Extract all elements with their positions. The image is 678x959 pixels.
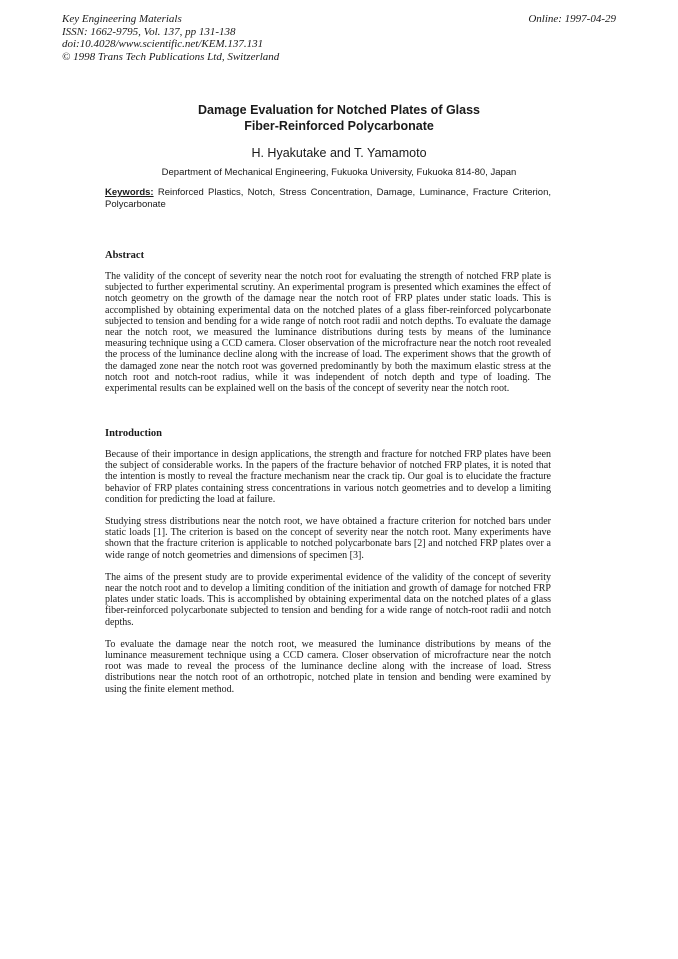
- paper-title: [0, 103, 678, 134]
- intro-paragraph-2: Studying stress distributions near the notch root, we have obtained a fracture criterion for notched bars under static loads [1]. The criterion is based on the concept of severity near the notch root. Many experiments have shown that the fracture criterion is applicable to notched polycarbonate bars [2] and notched FRP plates over a wide range of notch geometries and dimensions of specimen [3].: [105, 516, 551, 561]
- title-line-1: Damage Evaluation for Notched Plates of Glass: [197, 103, 481, 117]
- title-line-2: Fiber-Reinforced Polycarbonate: [244, 118, 434, 133]
- keywords-text: Reinforced Plastics, Notch, Stress Concentration, Damage, Luminance, Fracture Criterion, Polycarbonate: [105, 187, 551, 210]
- intro-paragraph-3: The aims of the present study are to provide experimental evidence of the validity of the concept of severity near the notch root and to develop a limiting condition of the initiation and growth of damage for notched FRP plates under static loads. This is accomplished by obtaining experimental data on the notched plates of a glass fiber-reinforced polycarbonate subjected to tension and bending for a wide range of notch-root radii and notch depths.: [105, 571, 551, 628]
- doi-line: doi:10.4028/www.scientific.net/KEM.137.131: [62, 38, 264, 50]
- journal-header: [62, 13, 279, 63]
- online-date: Online: 1997-04-29: [528, 13, 616, 25]
- keywords-label: Keywords:: [105, 187, 154, 198]
- authors: H. Hyakutake and T. Yamamoto: [251, 146, 427, 160]
- intro-paragraph-4: To evaluate the damage near the notch root, we measured the luminance distributions by means of the luminance measurement technique using a CCD camera. Closer observation of microfracture near the notch root was made to reveal the process of the luminance decline along with the increase of load. Stress distributions near the notch root of an orthotropic, notched plate in tension and bending were examined by using the finite element method.: [105, 638, 551, 695]
- introduction-heading: Introduction: [105, 428, 162, 439]
- issn-line: ISSN: 1662-9795, Vol. 137, pp 131-138: [62, 25, 236, 38]
- abstract-text: The validity of the concept of severity near the notch root for evaluating the strength of notched FRP plate is subjected to further experimental scrutiny. An experimental program is presented which examines the effect of notch geometry on the growth of the damage near the notch root of FRP plates under static loads. This is accomplished by obtaining experimental data on the notched plates of a glass fiber-reinforced polycarbonate subjected to tension and bending for a wide range of notch root radii and notch depths. To evaluate the damage near the notch root, we measured the luminance distributions during tests by means of the luminance measuring technique using a CCD camera. Closer observation of the microfracture near the notch root revealed the process of the luminance decline along with the increase of load. The experiment shows that the growth of the damaged zone near the notch root was governed predominantly by both the maximum elastic stress at the notch root and notch-root radius, while it was independent of notch depth and type of loading. The experimental results can be explained well on the basis of the concept of severity near the notch root.: [105, 271, 551, 395]
- abstract-body: [105, 271, 551, 405]
- abstract-heading: Abstract: [105, 250, 145, 261]
- copyright-line: © 1998 Trans Tech Publications Ltd, Switzerland: [62, 50, 280, 63]
- intro-paragraph-1: Because of their importance in design applications, the strength and fracture for notched FRP plates have been the subject of considerable works. In the papers of the fracture behavior of notched FRP plates, it is noted that the intention is mostly to reveal the fracture mechanism near the crack tip. Our goal is to elucidate the fracture behavior of FRP plates containing stress concentrations in various notch geometries and to develop a limiting condition for predicting the load at failure.: [105, 449, 551, 505]
- introduction-body: [105, 449, 551, 706]
- affiliation: Department of Mechanical Engineering, Fukuoka University, Fukuoka 814-80, Japan: [161, 167, 517, 178]
- journal-name: Key Engineering Materials: [62, 13, 182, 25]
- keywords: [105, 187, 551, 211]
